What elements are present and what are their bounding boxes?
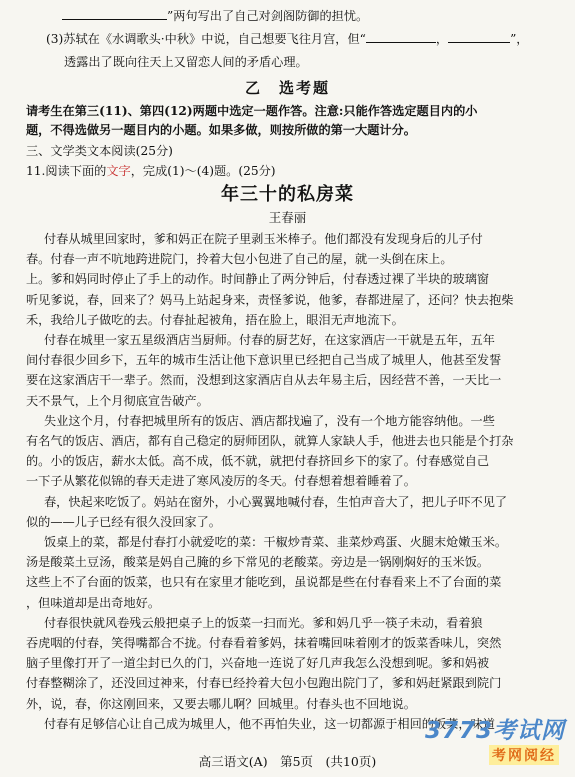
article-line: 付春有足够信心让自己成为城里人，他不再怕失业，这一切都源于相回的饭菜，味道 bbox=[44, 716, 495, 731]
part-heading: 三、文学类文本阅读(25分) bbox=[26, 144, 173, 158]
section-title: 乙 选考题 bbox=[244, 79, 330, 97]
article-line: 间付春很少回乡下，五年的城市生活让他下意识里已经把自己当成了城里人，他甚至发誓 bbox=[26, 353, 502, 368]
article-line: 似的——儿子已经有很久没回家了。 bbox=[26, 514, 221, 529]
question-fragment-line-2: (3)苏轼在《水调歌头·中秋》中说，自己想要飞往月宫，但“ ， ”， bbox=[46, 32, 529, 46]
answer-blank bbox=[366, 31, 436, 43]
answer-blank bbox=[62, 8, 167, 20]
article-line: 付春在城里一家五星级酒店当厨师。付春的厨艺好，在这家酒店一干就是五年，五年 bbox=[44, 333, 495, 347]
article-line: 要在这家酒店干一辈子。然而，没想到这家酒店自从去年易主后，因经营不善，一天比一 bbox=[26, 373, 502, 388]
watermark-logo: 3773考试网 bbox=[424, 718, 565, 744]
article-line: 春。付春一声不吭地跨进院门，拎着大包小包进了自己的屋，就一头倒在床上。 bbox=[26, 252, 453, 267]
article-line: 饭桌上的菜，都是付春打小就爱吃的菜：干椒炒青菜、韭菜炒鸡蛋、火腿末炝嫩玉米。 bbox=[44, 535, 508, 549]
question-fragment-line-1 bbox=[62, 8, 368, 24]
question-text: ”两句写出了自己对剑阁防御的担忧。 bbox=[167, 9, 369, 23]
article-line: 有名气的饭店、酒店，都有自己稳定的厨师团队，就算人家缺人手，他进去也只能是个打杂 bbox=[26, 434, 514, 448]
article-line: 付春整糊涂了，还没回过神来，付春已经拎着大包小包跑出院门了，爹和妈赶紧跟到院门 bbox=[26, 676, 502, 691]
article-line: 春，快起来吃饭了。妈站在窗外，小心翼翼地喊付春，生怕声音大了，把儿子吓不见了 bbox=[44, 494, 508, 509]
article-line: 失业这个月，付春把城里所有的饭店、酒店都找遍了，没有一个地方能容纳他。一些 bbox=[44, 413, 495, 428]
answer-blank bbox=[448, 31, 510, 43]
page-footer: 高三语文(A) 第5页 (共10页) bbox=[198, 754, 377, 769]
article-line: 一下子从繁花似锦的春天走进了寒风凌厉的冬天。付春想着想着睡着了。 bbox=[26, 474, 416, 489]
question-text: (3)苏轼在《水调歌头·中秋》中说，自己想要飞往月宫，但“ bbox=[46, 32, 366, 46]
article-title: 年三十的私房菜 bbox=[221, 184, 354, 205]
article-line: 付春从城里回家时，爹和妈正在院子里剥玉米棒子。他们都没有发现身后的儿子付 bbox=[44, 232, 483, 246]
article-line: 这些上不了台面的饭菜，也只有在家里才能吃到，虽说都是些在付春看来上不了台面的菜 bbox=[26, 575, 502, 590]
article-line: 脑子里像打开了一道尘封已久的门，兴奋地一连说了好几声我怎么没想到呢。爹和妈被 bbox=[26, 656, 490, 671]
question-fragment-line-3: 透露出了既向往天上又留恋人间的矛盾心理。 bbox=[64, 55, 308, 69]
article-line: 的。小的饭店，薪水太低。高不成，低不就，就把付春挤回乡下的家了。付春感觉自己 bbox=[26, 454, 490, 469]
article-line: 汤是酸菜土豆汤，酸菜是妈自己腌的乡下常见的老酸菜。旁边是一锅刚焖好的玉米饭。 bbox=[26, 555, 490, 570]
article-line: 天不景气，上个月彻底宣告破产。 bbox=[26, 393, 209, 408]
article-line: 上。爹和妈同时停止了手上的动作。时间静止了两分钟后，付春透过裸了半块的玻璃窗 bbox=[26, 272, 490, 287]
watermark-subtitle: 考网阅经 bbox=[489, 745, 559, 765]
article-line: 外，说，春，你这刚回来，又要去哪儿啊？回城里。付春头也不回地说。 bbox=[26, 696, 416, 711]
question-11-prompt: 11.阅读下面的文字，完成(1)～(4)题。(25分) bbox=[26, 164, 276, 178]
article-line: 听见爹说，春，回来了？妈马上站起身来，责怪爹说，他爹，春都进屋了，还问？快去抱柴 bbox=[26, 292, 514, 307]
article-line: 禾，我给儿子做吃的去。付春扯起被角，捂在脸上，眼泪无声地流下。 bbox=[26, 312, 404, 327]
article-line: 付春很快就风卷残云般把桌子上的饭菜一扫而光。爹和妈几乎一筷子未动，看着狼 bbox=[44, 615, 483, 630]
site-watermark bbox=[415, 712, 565, 770]
section-instruction-2: 题，不得选做另一题目内的小题。如果多做，则按所做的第一大题计分。 bbox=[26, 123, 416, 137]
article-line: ，但味道却是出奇地好。 bbox=[26, 595, 161, 610]
article-author: 王春丽 bbox=[268, 210, 307, 225]
article-line: 吞虎咽的付春，笑得嘴都合不拢。付春看着爹妈，抹着嘴回味着刚才的饭菜香味儿，突然 bbox=[26, 636, 502, 650]
section-instruction-1: 请考生在第三(11)、第四(12)两题中选定一题作答。注意:只能作答选定题目内的小 bbox=[26, 104, 478, 118]
